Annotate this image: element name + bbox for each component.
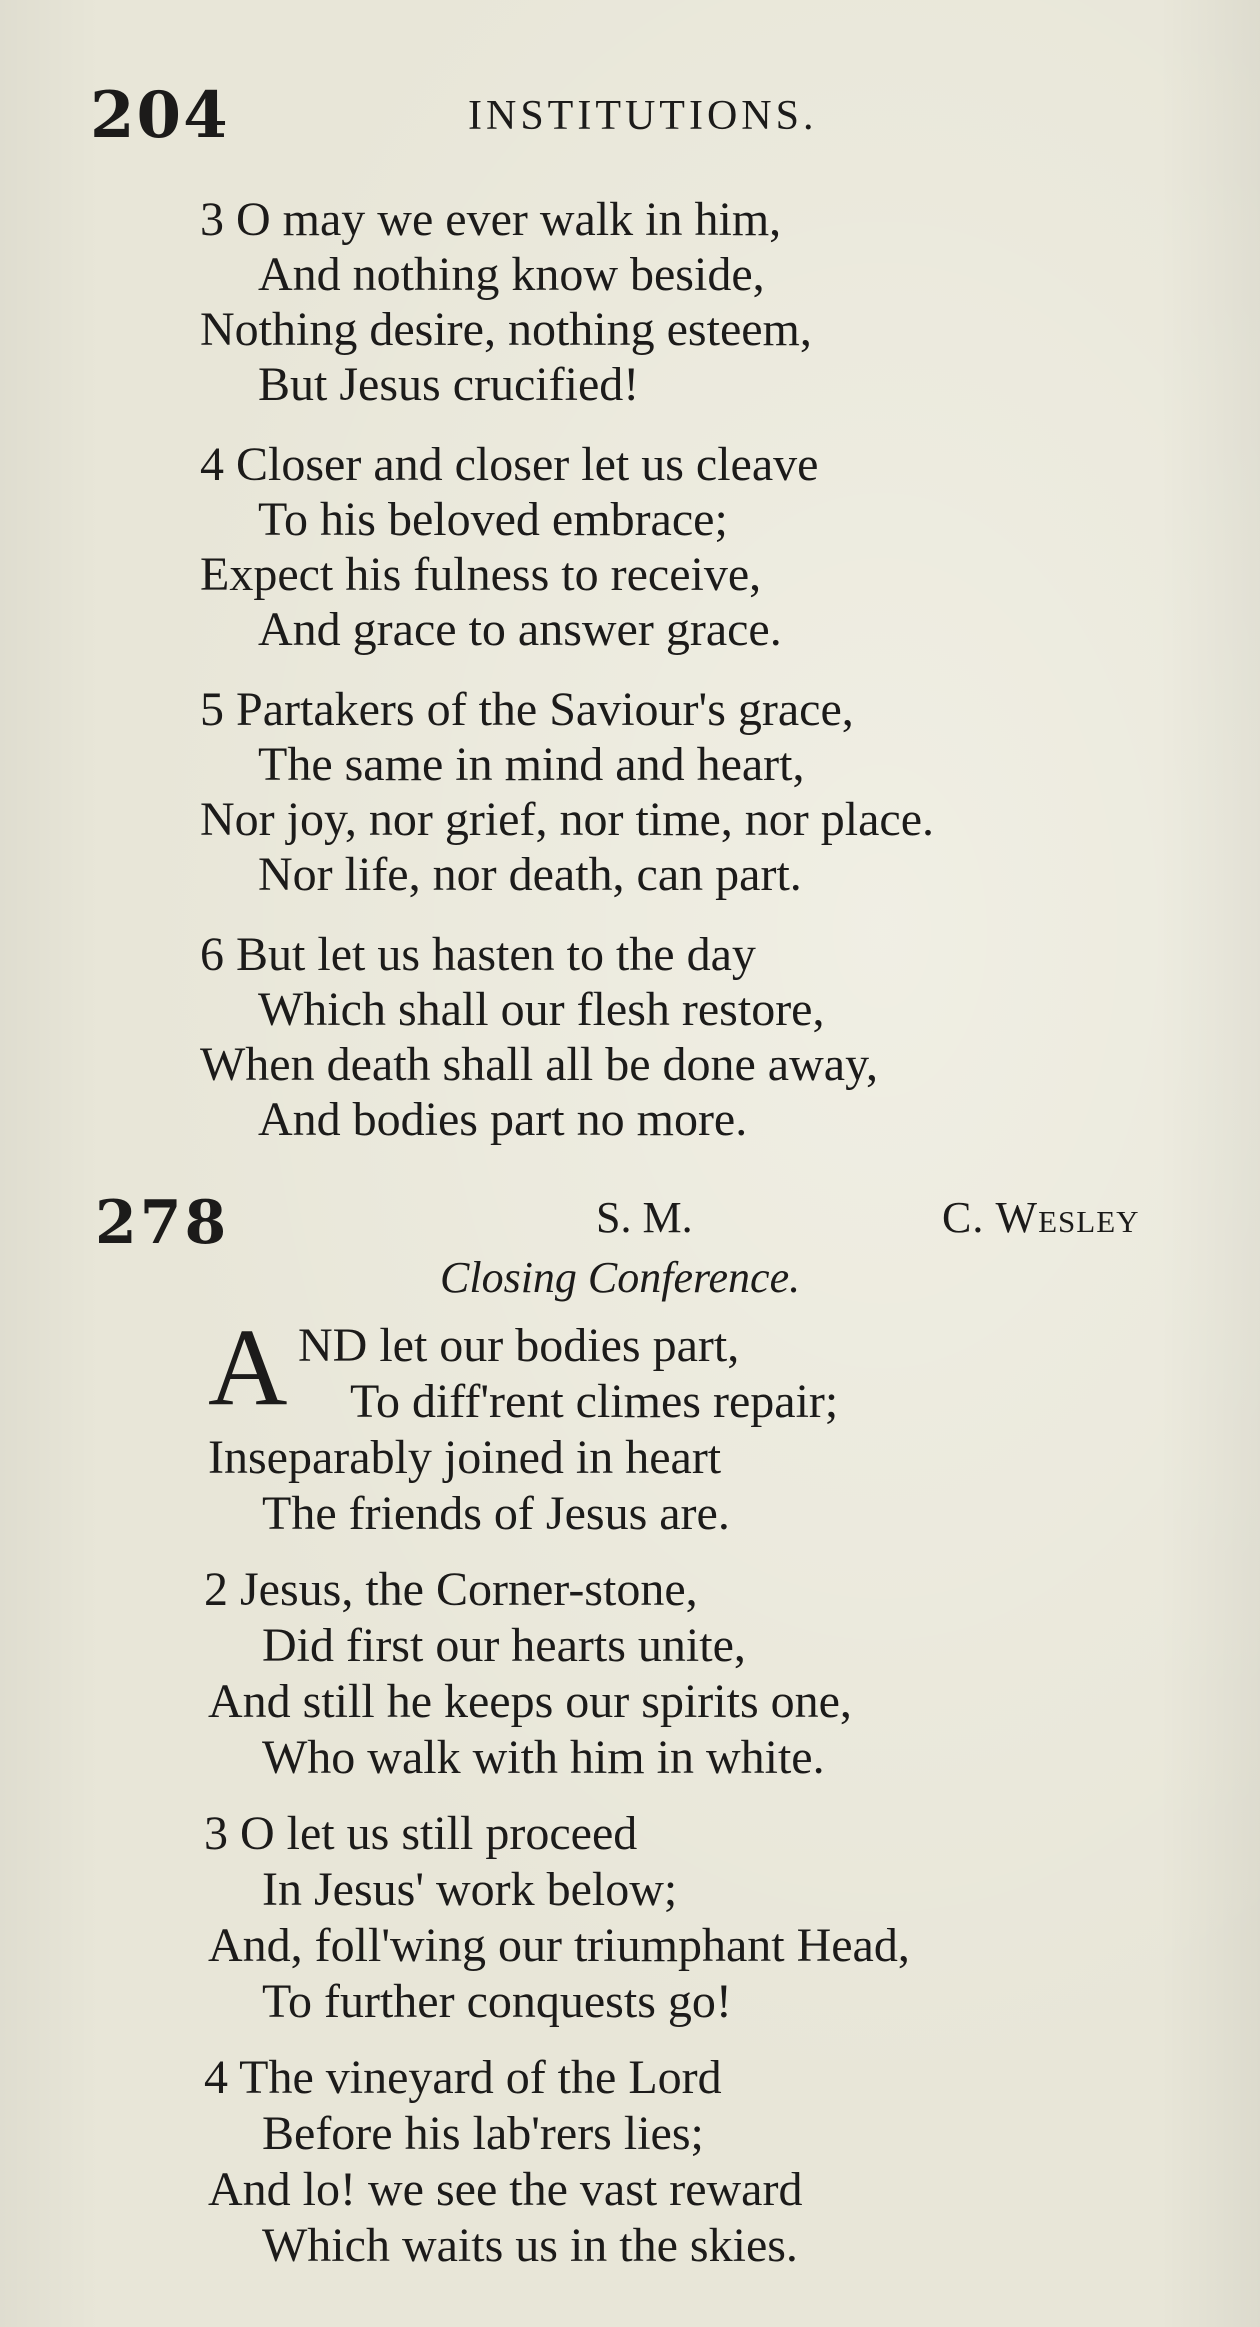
hymn-meter: S. M. [596, 1193, 693, 1242]
verse-line: Before his lab'rers lies; [262, 2107, 704, 2160]
verse-line: 5 Partakers of the Saviour's grace, [200, 683, 854, 736]
verse-line: 3 O let us still proceed [204, 1807, 638, 1860]
verse-line: The same in mind and heart, [258, 738, 805, 791]
verse-line: Who walk with him in white. [262, 1731, 825, 1784]
verse-line: And still he keeps our spirits one, [208, 1675, 852, 1728]
verse-line: To further conquests go! [262, 1975, 732, 2028]
verse-line: And lo! we see the vast reward [208, 2163, 803, 2216]
verse-line: 4 Closer and closer let us cleave [200, 438, 819, 491]
verse-line: 6 But let us hasten to the day [200, 928, 756, 981]
page-number: 204 [90, 78, 230, 153]
verse-line: But Jesus crucified! [258, 358, 640, 411]
verse-line: In Jesus' work below; [262, 1863, 678, 1916]
running-title: INSTITUTIONS. [468, 93, 818, 139]
verse-line: And grace to answer grace. [258, 603, 782, 656]
verse-line: 2 Jesus, the Corner-stone, [204, 1563, 698, 1616]
verse-line: Expect his fulness to receive, [200, 548, 762, 601]
verse-line: To his beloved embrace; [258, 493, 728, 546]
verse-line: 3 O may we ever walk in him, [200, 193, 782, 246]
verse-line: And nothing know beside, [258, 248, 765, 301]
verse-line: And, foll'wing our triumphant Head, [208, 1919, 910, 1972]
verse-line: Inseparably joined in heart [208, 1431, 722, 1484]
verse-line: To diff'rent climes repair; [350, 1375, 839, 1428]
verse-line: The friends of Jesus are. [262, 1487, 730, 1540]
verse-line: Which shall our flesh restore, [258, 983, 825, 1036]
hymn-author: C. Wesley [942, 1193, 1140, 1242]
verse-line: Nor life, nor death, can part. [258, 848, 802, 901]
verse-line: Which waits us in the skies. [262, 2219, 798, 2272]
verse-line: When death shall all be done away, [200, 1038, 878, 1091]
hymn-number: 278 [95, 1188, 230, 1258]
verse-line: ND let our bodies part, [298, 1319, 740, 1372]
verse-line: Nothing desire, nothing esteem, [200, 303, 812, 356]
drop-cap: A [208, 1306, 288, 1428]
verse-line: 4 The vineyard of the Lord [204, 2051, 722, 2104]
verse-line: And bodies part no more. [258, 1093, 748, 1146]
hymn-title: Closing Conference. [440, 1253, 801, 1302]
verse-line: Nor joy, nor grief, nor time, nor place. [200, 793, 934, 846]
verse-line: Did first our hearts unite, [262, 1619, 746, 1672]
